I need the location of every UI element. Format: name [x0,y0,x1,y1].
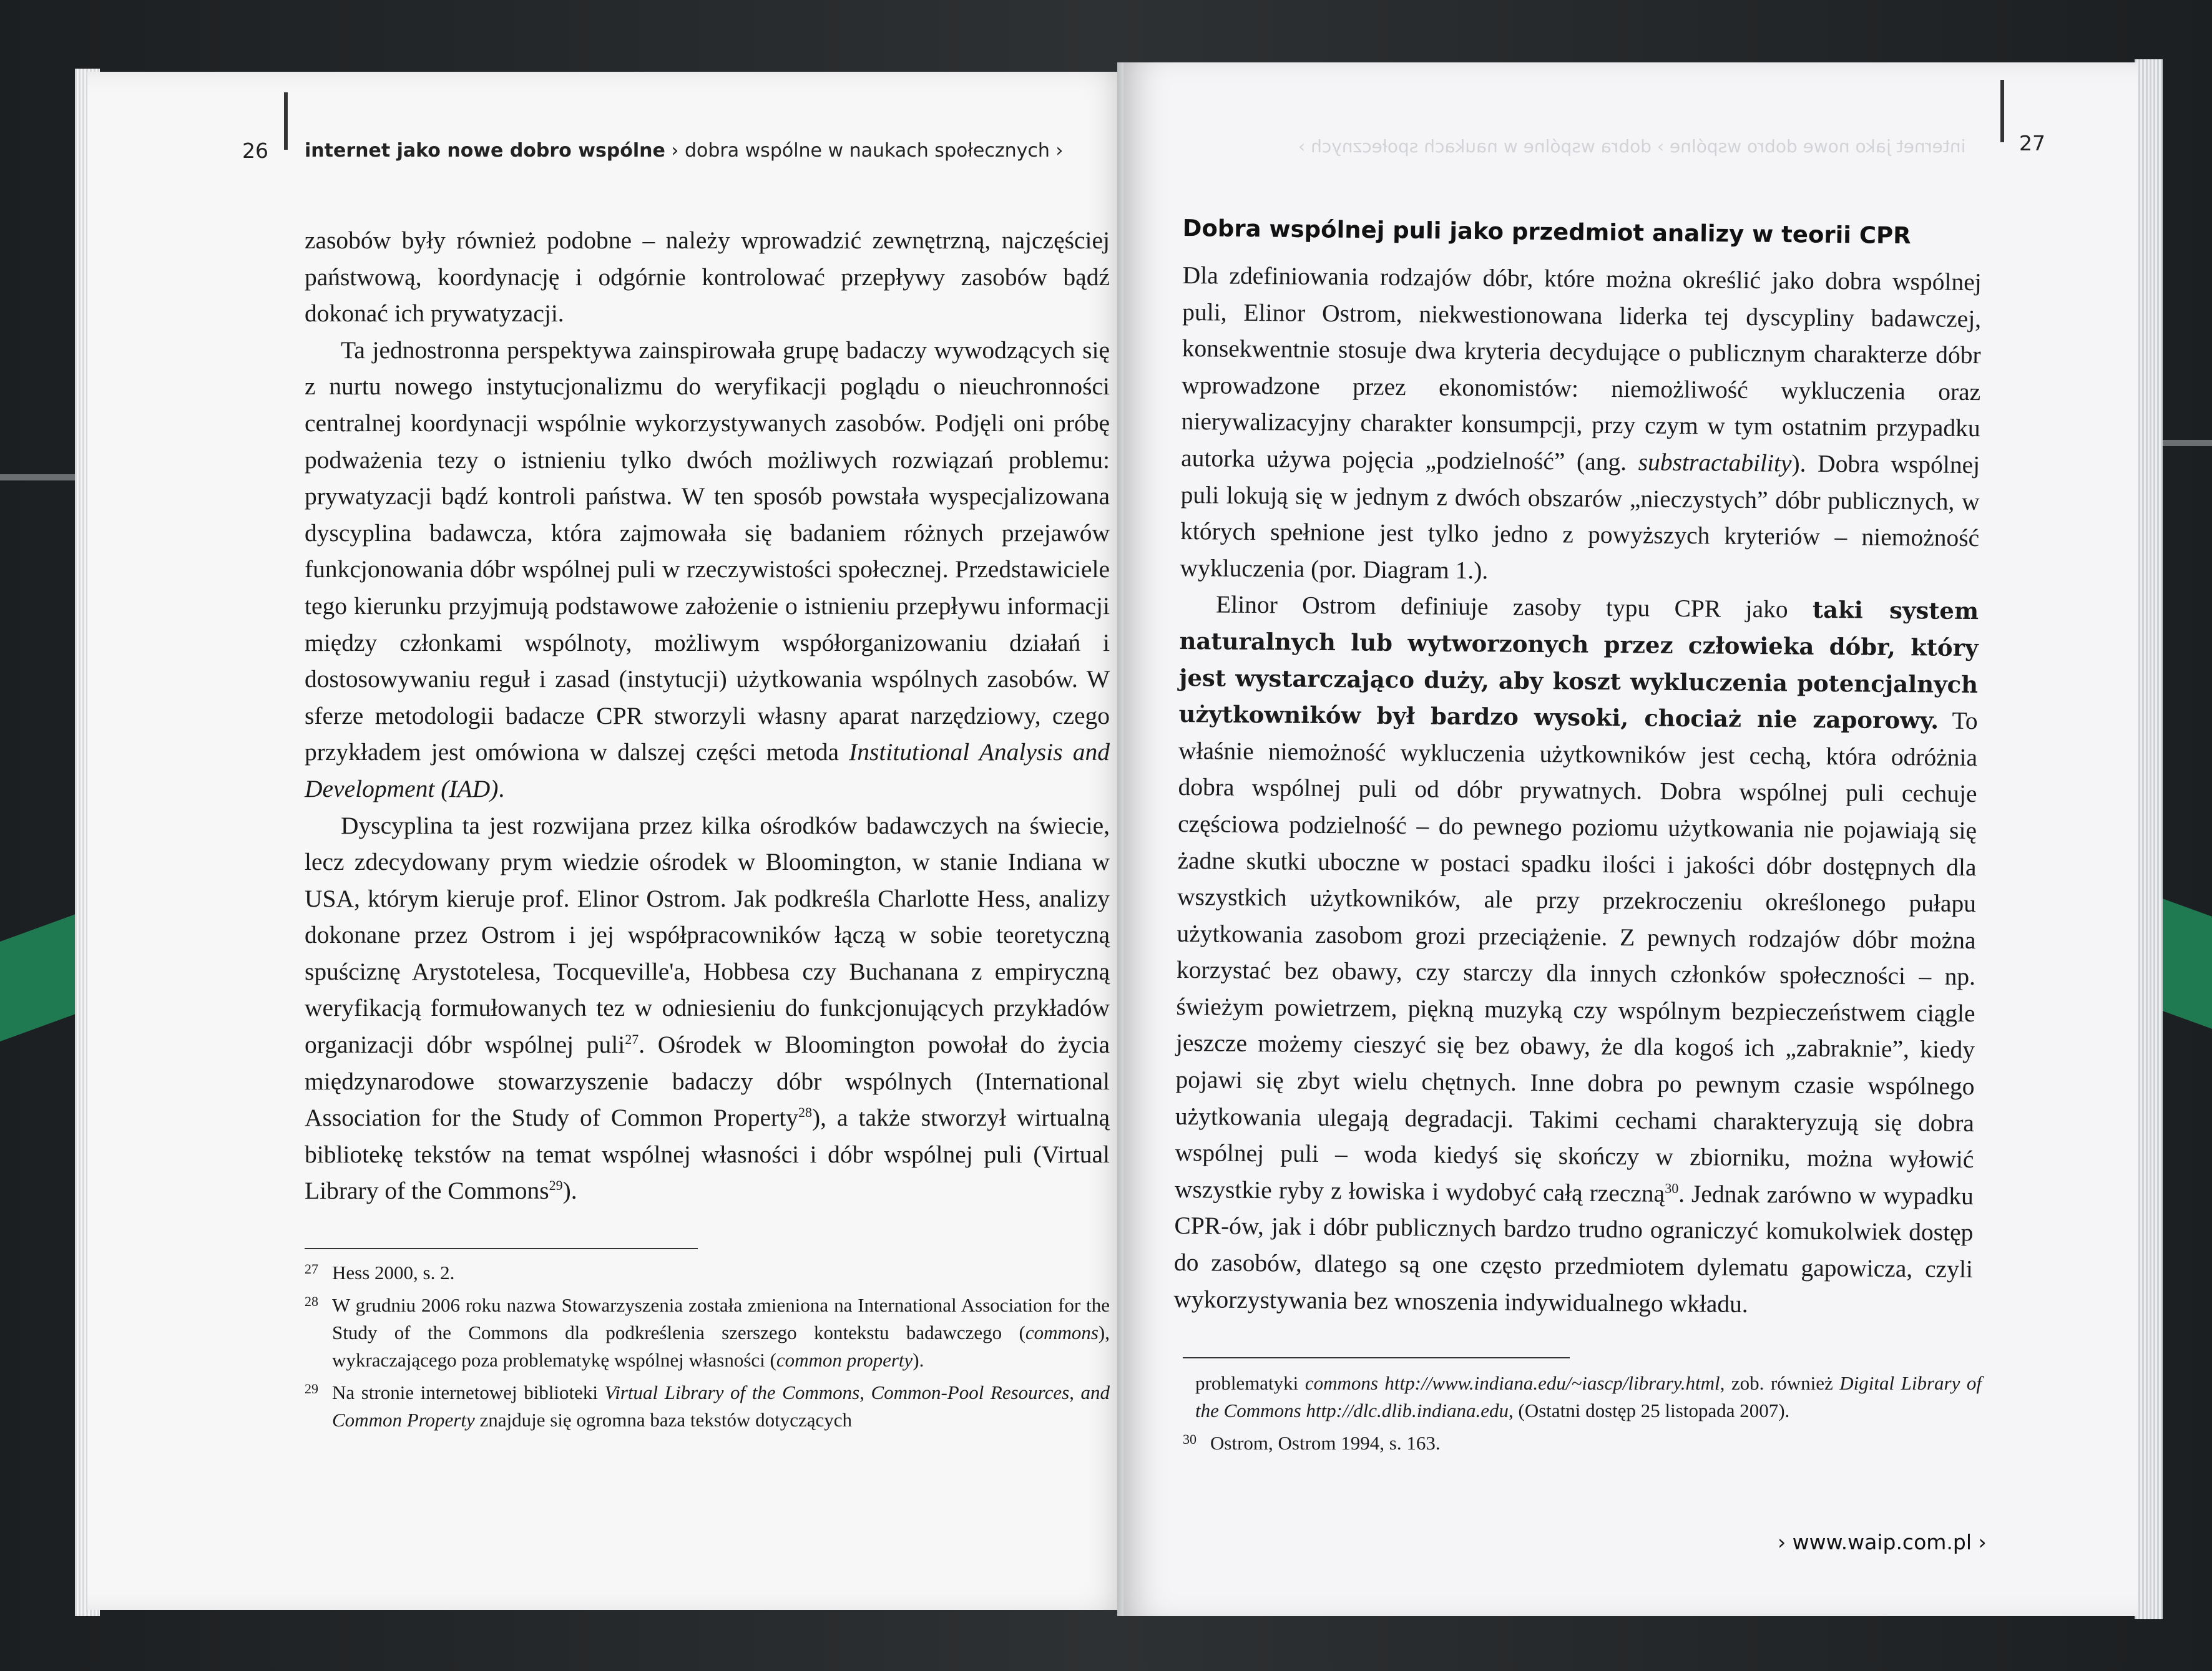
footnotes-left [305,1259,1110,1439]
paragraph: zasobów były również podobne – należy wprowadzić zewnętrzną, najczęściej państwową, koordynację i odgórnie kontrolować przepływy zasobów bądź dokonać ich prywatyzacji. [305,227,1110,328]
running-head-bold: internet jako nowe dobro wspólne [305,140,665,162]
paragraph: Ta jednostronna perspektywa zainspirowała grupę badaczy wywodzących się z nurtu nowego instytucjonalizmu do weryfikacji poglądu o nieuchronności centralnej koordynacji wspólnie wykorzystywanych zasobów. Podjęli oni próbę podważenia tezy o istnieniu tylko dwóch możliwych rozwiązań problemu: prywatyzacji bądź kontroli państwa. W ten sposób powstała wyspecjalizowana dyscyplina badawcza, która zajmowała się badaniem różnych przejawów funkcjonowania dóbr wspólnej puli w rzeczywistości społecznej. Przedstawiciele tego kierunku przyjmują podstawowe założenie o istnieniu przepływu informacji między członkami wspólnoty, możliwym współorganizowaniu działań i dostosowywaniu reguł i zasad (instytucji) użytkowania wspólnych zasobów. W sferze metodologii badacze CPR stworzyli własny aparat narzędziowy, czego przykładem jest omówiona w dalszej części metoda Institutional Analysis and Development (IAD). [305,336,1110,802]
header-bar [284,92,288,150]
footnote: 27 Hess 2000, s. 2. [305,1261,455,1284]
running-head-rest: › dobra wspólne w naukach społecznych › [671,140,1064,162]
show-through-text: internet jako nowe dobro wspólne › dobra wspólne w naukach społecznych › [1298,136,1966,157]
paragraph: Dyscyplina ta jest rozwijana przez kilka ośrodków badawczych na świecie, lecz zdecydowany prym wiedzie ośrodek w Bloomington, w stanie Indiana w USA, którym kieruje prof. Elinor Ostrom. Jak podkreśla Charlotte Hess, analizy dokonane przez Ostrom i jej współpracowników łączą w sobie teoretyczną spuściznę Arystotelesa, Tocqueville'a, Hobbesa czy Buchanana z empiryczną weryfikacją formułowanych tez w odniesieniu do funkcjonujących przykładów organizacji dóbr wspólnej puli$^{27}$. Ośrodek w Bloomington powołał do życia międzynarodowe stowarzyszenie badaczy dóbr wspólnych (International Association for the Study of Common Property$^{28}$), a także stworzył wirtualną bibliotekę tekstów na temat wspólnej własności i dóbr wspólnej puli (Virtual Library of the Commons$^{29}$). [305,811,1110,1205]
footnote-continued: problematyki commons http://www.indiana.edu/~iascp/library.html, zob. również Digital Library of the Commons http://dlc.dlib.indiana.edu, (Ostatni dostęp 25 listopada 2007). [1195,1372,1982,1421]
page-stack-right [2135,59,2163,1619]
section-title: Dobra wspólnej puli jako przedmiot analizy w teorii CPR [1182,215,1911,250]
footnote: 28 W grudniu 2006 roku nazwa Stowarzyszenia została zmieniona na International Association for the Study of the Commons dla podkreślenia szerszego kontekstu badawczego (commons), wykraczającego poza problematykę wspólnej własności (common property). [305,1293,1110,1371]
footnotes-right [1183,1370,1982,1462]
paragraph: Elinor Ostrom definiuje zasoby typu CPR jako taki system naturalnych lub wytworzonych przez człowieka dóbr, który jest wystarczająco duży, aby koszt wykluczenia potencjalnych użytkowników był bardzo wysoki, chociaż nie zaporowy. To właśnie niemożność wykluczenia użytkowników jest cechą, która odróżnia dobra wspólnej puli od dóbr prywatnych. Dobra wspólnej puli cechuje częściowa podzielność – do pewnego poziomu użytkowania nie pojawiają się żadne skutki uboczne w postaci spadku ilości i jakości dóbr dostępnych dla wszystkich użytkowników, ale przy przekroczeniu określonego pułapu użytkowania zasobom grozi przeciążenie. Z pewnych rodzajów dóbr można korzystać bez obawy, czy starczy dla innych członków społeczności – np. świeżym powietrzem, piękną muzyką czy wspólnym bezpieczeństwem ciągle jeszcze możemy cieszyć się bez obawy, że dla kogoś ich „zabraknie”, kiedy pojawi się zbyt wielu chętnych. Inne dobra po pewnym czasie wspólnego użytkowania ulegają degradacji. Takimi cechami charakteryzują się dobra wspólnej puli – woda kiedyś się skończy w zbiorniku, można wyłowić wszystkie ryby z łowiska i wydobyć całą rzeczną$^{30}$. Jednak zarówno w wypadku CPR-ów, jak i dóbr publicznych bardzo trudno ograniczyć komukolwiek dostęp do zasobów, dlatego są one często przedmiotem dylematu gapowicza, czyli wykorzystywania bez wnoszenia indywidualnego wkładu. [1173,590,1979,1318]
left-body-text [305,222,1110,1209]
footnote-rule [305,1248,698,1249]
iad-title: Institutional Analysis and Development (IAD) [305,738,1110,802]
paragraph: Dla zdefiniowania rodzajów dóbr, które można określić jako dobra wspólnej puli, Elinor Ostrom, niekwestionowana liderka tej dyscypliny badawczej, konsekwentnie stosuje dwa kryteria decydujące o publicznym charakterze dóbr wprowadzone przez ekonomistów: niemożliwość wykluczenia oraz nierywalizacyjny charakter konsumpcji, przy czym w tym ostatnim przypadku autorka używa pojęcia „podzielność” (ang. substractability). Dobra wspólnej puli lokują się w jednym z dwóch obszarów „nieczystych” dóbr publicznych, w których spełnione jest tylko jedno z powyższych kryteriów – niemożność wykluczenia (por. Diagram 1.). [1180,261,1982,585]
header-bar [2000,80,2004,142]
footnote-rule [1183,1357,1570,1358]
running-head-left [305,140,1063,162]
cpr-definition: taki system naturalnych lub wytworzonych przez człowieka dóbr, który jest wystarczająco duży, aby koszt wykluczenia potencjalnych użytkowników był bardzo wysoki, chociaż nie zaporowy. [1178,596,1979,734]
footer-url: › www.waip.com.pl › [1778,1530,1987,1554]
right-body-text [1173,257,1982,1324]
footnote: 30 Ostrom, Ostrom 1994, s. 163. [1183,1431,1441,1454]
footnote: 29 Na stronie internetowej biblioteki Virtual Library of the Commons, Common-Pool Resources, and Common Property znajduje się ogromna baza tekstów dotyczących [305,1381,1110,1431]
page-number-left: 26 [242,139,268,163]
page-number-right: 27 [2019,131,2045,155]
